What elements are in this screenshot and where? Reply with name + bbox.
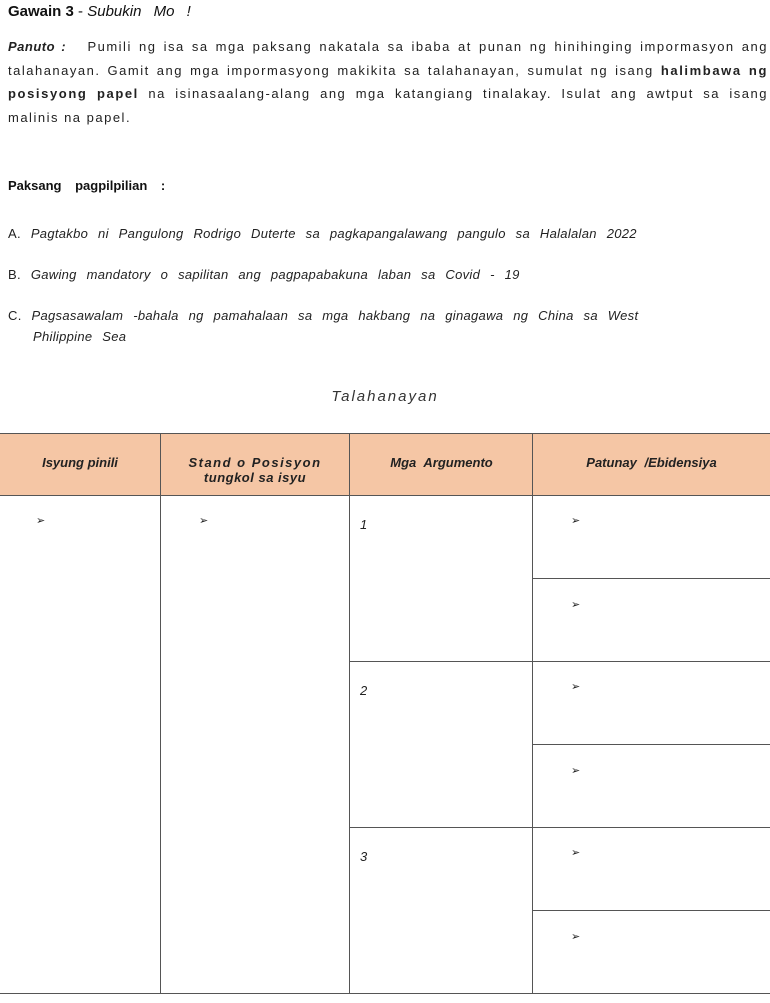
- activity-subtitle: Subukin Mo !: [87, 3, 191, 20]
- topics-heading: Paksang pagpilpilian :: [8, 178, 166, 193]
- gawain-label: Gawain: [8, 3, 62, 20]
- evidence-row-divider: [533, 827, 770, 828]
- column-divider: [349, 433, 350, 994]
- activity-title: [8, 3, 191, 20]
- column-header-patunay: Patunay /Ebidensiya: [586, 455, 717, 470]
- topic-option-b: [8, 267, 520, 282]
- evidence-row-divider: [533, 910, 770, 911]
- evidence-row-divider: [533, 578, 770, 579]
- bullet-arrow-icon: ➢: [199, 515, 209, 527]
- topic-option-c-line2: Philippine Sea: [33, 329, 127, 344]
- instructions-text-after: na isinasaalang-alang ang mga katangiang tinalakay. Isulat ang awtput sa isang malinis na papel.: [8, 86, 768, 125]
- argument-row-divider: [349, 661, 532, 662]
- column-header-isyung-pinili: Isyung pinili: [42, 455, 118, 470]
- bullet-arrow-icon: ➢: [571, 931, 581, 943]
- instructions-label: Panuto :: [8, 39, 67, 54]
- bullet-arrow-icon: ➢: [571, 765, 581, 777]
- table-border-bottom: [0, 993, 770, 994]
- instructions-text-before: Pumili ng isa sa mga paksang nakatala sa ibaba at punan ng hinihinging impormasyon ang talahanayan. Gamit ang mga impormasyong makikita sa talahanayan, sumulat ng isang: [8, 39, 768, 78]
- instructions-paragraph: [8, 35, 768, 129]
- topic-letter: C.: [8, 308, 22, 323]
- topic-letter: A.: [8, 226, 21, 241]
- argument-number: 3: [360, 849, 368, 864]
- column-header-stand: [160, 455, 350, 485]
- instructions-highlight: halimbawa ng posisyong papel: [8, 62, 768, 101]
- argument-row-divider: [349, 827, 532, 828]
- topic-option-c: [8, 308, 638, 323]
- topic-option-a: [8, 226, 637, 241]
- bullet-arrow-icon: ➢: [571, 847, 581, 859]
- column-header-stand-line1: Stand o Posisyon: [188, 455, 322, 470]
- bullet-arrow-icon: ➢: [571, 681, 581, 693]
- bullet-arrow-icon: ➢: [571, 599, 581, 611]
- column-divider: [160, 433, 161, 994]
- gawain-number: 3: [65, 3, 74, 20]
- title-separator: -: [78, 3, 84, 20]
- evidence-row-divider: [533, 661, 770, 662]
- topic-text: Pagtakbo ni Pangulong Rodrigo Duterte sa pagkapangalawang pangulo sa Halalalan 2022: [30, 226, 637, 241]
- argument-number: 1: [360, 517, 368, 532]
- topic-text: Pagsasawalam -bahala ng pamahalaan sa mga hakbang na ginagawa ng China sa West: [31, 308, 639, 323]
- bullet-arrow-icon: ➢: [571, 515, 581, 527]
- column-header-argumento: Mga Argumento: [390, 455, 493, 470]
- topic-text: Gawing mandatory o sapilitan ang pagpapabakuna laban sa Covid - 19: [30, 267, 520, 282]
- bullet-arrow-icon: ➢: [36, 515, 46, 527]
- topic-letter: B.: [8, 267, 21, 282]
- table-header-border: [0, 495, 770, 496]
- argument-number: 2: [360, 683, 368, 698]
- column-header-stand-line2: tungkol sa isyu: [203, 470, 307, 485]
- table-caption: Talahanayan: [331, 388, 439, 405]
- evidence-row-divider: [533, 744, 770, 745]
- table-border-top: [0, 433, 770, 434]
